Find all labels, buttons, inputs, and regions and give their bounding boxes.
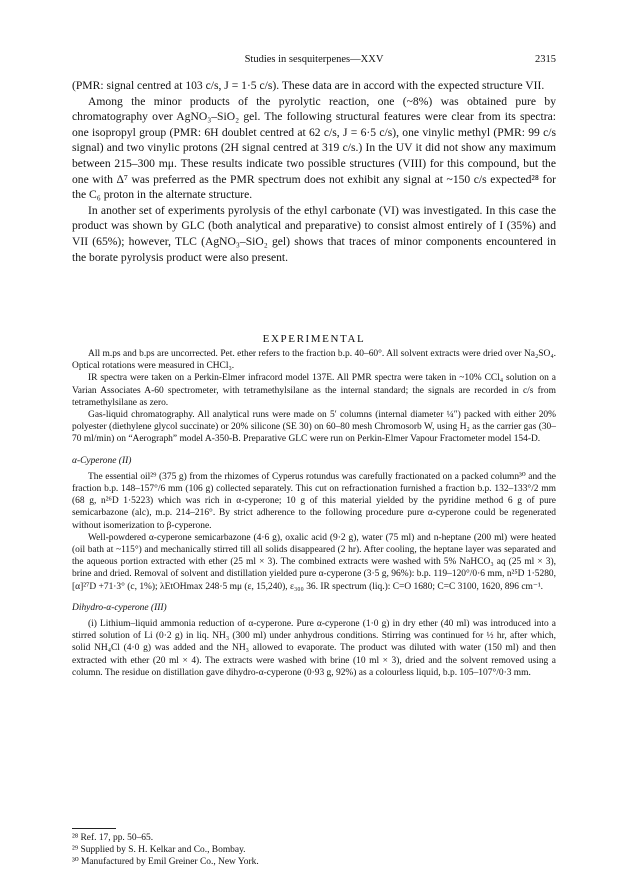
footnote: ³⁰ Manufactured by Emil Greiner Co., New York. (72, 857, 259, 868)
experimental-paragraph: All m.ps and b.ps are uncorrected. Pet. ether refers to the fraction b.p. 40–60°. All solvent extracts were dried over Na₂SO₄. Optical rotations were measured in CHCl₃. (72, 349, 556, 372)
cyperone-paragraph: Well-powdered α-cyperone semicarbazone (4·6 g), oxalic acid (9·2 g), water (75 ml) and n-heptane (200 ml) were heated (oil bath at ~115°) and mechanically stirred till all solids disappeared (2 hr). After cooling, the heptane layer was separated and the aqueous portion extracted with ether (25 ml × 3). The combined extracts were washed with 5% NaHCO₃ aq (25 ml × 3), brine and dried. Removal of solvent and distillation yielded pure α-cyperone (3·5 g, 96%): b.p. 119–120°/0·6 mm, n²⁵D 1·5280, [α]²⁷D +71·3° (c, 1%); λEtOHmax 248·5 mμ (ε, 15,240), ε₃₀₀ 36. IR spectrum (liq.): C=O 1680; C=C 3100, 1620, 896 cm⁻¹. (72, 532, 556, 592)
cyperone-heading: α-Cyperone (II) (72, 455, 132, 466)
experimental-paragraph: IR spectra were taken on a Perkin-Elmer infracord model 137E. All PMR spectra were taken in ~10% CCl₄ solution on a Varian Associates A-60 spectrometer, with tetramethylsilane as the internal standard; the signals are recorded in c/s from tetramethylsilane as zero. (72, 373, 556, 408)
body-paragraph: In another set of experiments pyrolysis of the ethyl carbonate (VI) was investigated. In this case the product was shown by GLC (both analytical and preparative) to consist almost entirely of I (35%) and VII (65%); however, TLC (AgNO₃–SiO₂ gel) shows that traces of minor components encountered in the borate pyrolysis product were also present. (72, 203, 556, 264)
dihydro-cyperone-paragraph: (i) Lithium–liquid ammonia reduction of α-cyperone. Pure α-cyperone (1·0 g) in dry ether (40 ml) was introduced into a stirred solution of Li (0·2 g) in liq. NH₃ (300 ml) under anhydrous conditions. Stirring was continued for ½ hr, after which, solid NH₄Cl (4·0 g) was added and the NH₃ allowed to evaporate. The product was diluted with water (150 ml) and then extracted with ether (20 ml × 4). The extracts were washed with brine (10 ml × 3), dried and the solvent removed using a column. The residue on distillation gave dihydro-α-cyperone (0·93 g, 92%) as a colourless liquid, b.p. 105–107°/0·3 mm. (72, 619, 556, 678)
footnotes (72, 828, 556, 869)
footnote-rule (72, 828, 116, 829)
page-number: 2315 (535, 54, 556, 65)
dihydro-cyperone-heading: Dihydro-α-cyperone (III) (72, 602, 167, 613)
footnote: ²⁸ Ref. 17, pp. 50–65. (72, 833, 154, 843)
page-header (72, 54, 556, 70)
body-paragraph: Among the minor products of the pyrolytic reaction, one (~8%) was obtained pure by chromatography over AgNO₃–SiO₂ gel. The following structural features were clear from its spectra: one isopropyl group (PMR: 6H doublet centred at 62 c/s, J = 6·5 c/s), one vinylic methyl (PMR: 99 c/s signal) and two vinylic protons (2H signal centred at 319 c/s.) In the UV it did not show any maximum between 215–300 mμ. These results indicate two possible structures (VIII) for this compound, but the one with Δ⁷ was preferred as the PMR spectrum does not exhibit any signal at ~150 c/s expected²⁸ for the C₆ proton in the alternate structure. (72, 94, 556, 202)
experimental-paragraph: Gas-liquid chromatography. All analytical runs were made on 5′ columns (internal diameter ¼″) packed with either 20% polyester (diethylene glycol succinate) or 20% silicone (SE 30) on 60–80 mesh Chromosorb W, using H₂ as the carrier gas (30–70 ml/min) on “Aerograph” model A-350-B. Preparative GLC were run on Perkin-Elmer Vapour Fractometer model 154-D. (72, 410, 556, 445)
running-title: Studies in sesquiterpenes—XXV (244, 54, 384, 65)
body-paragraph: (PMR: signal centred at 103 c/s, J = 1·5 c/s). These data are in accord with the expected structure VII. (72, 79, 545, 92)
footnote: ²⁹ Supplied by S. H. Kelkar and Co., Bombay. (72, 845, 246, 856)
experimental-section (72, 330, 556, 679)
experimental-heading: EXPERIMENTAL (262, 333, 366, 345)
cyperone-paragraph: The essential oil²⁹ (375 g) from the rhizomes of Cyperus rotundus was carefully fractionated on a packed column³⁰ and the fraction b.p. 148–157°/6 mm (106 g) collected separately. This cut on refractionation furnished a fraction b.p. 132–133°/2 mm (68 g, n²⁶D 1·5223) which was rich in α-cyperone; 10 g of this material yielded by the pyridine method 6 g of pure semicarbazone (alc), m.p. 214–216°. By strict adherence to the following procedure pure α-cyperone could be regenerated without isomerization to β-cyperone. (72, 471, 556, 531)
discussion-section (72, 78, 556, 265)
